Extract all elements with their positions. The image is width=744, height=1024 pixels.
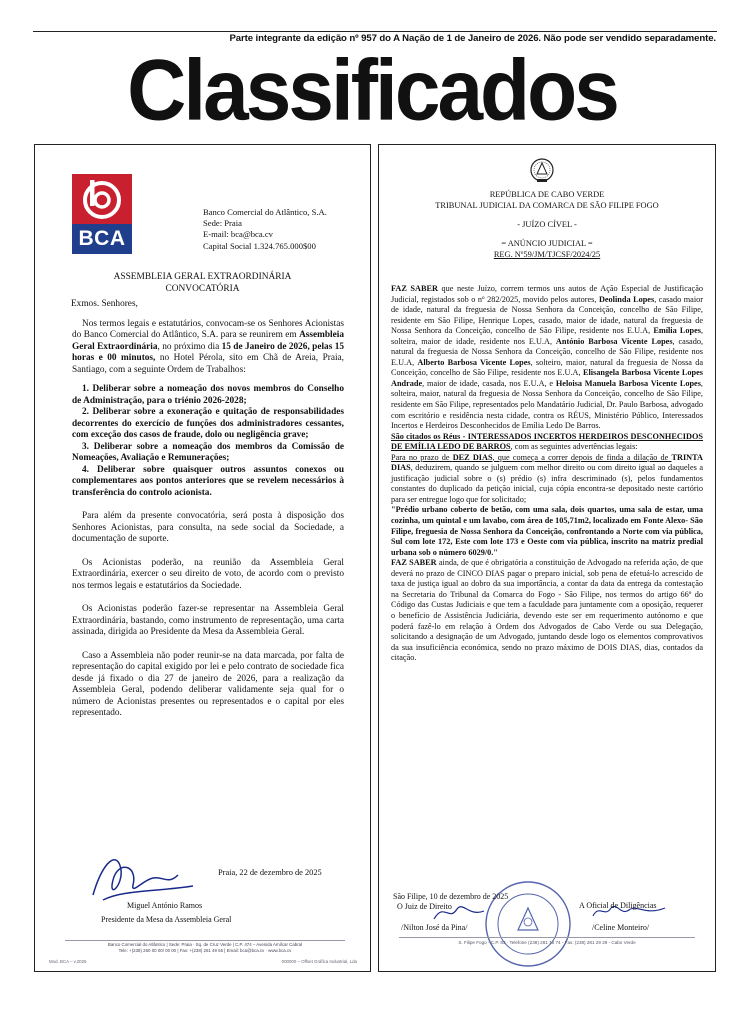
edition-note: Parte integrante da edição nº 957 do A Nação de 1 de Janeiro de 2026. Não pode ser vendido separadamente. <box>229 33 716 44</box>
officer-title: A Oficial de Diligências <box>579 901 657 910</box>
notice-title-line1: ASSEMBLEIA GERAL EXTRAORDINÁRIA <box>113 272 292 282</box>
form-code: Mod. BCA – v.2025 <box>49 959 87 964</box>
intro-text: Nos termos legais e estatutários, convocam-se os Senhores Acionistas do Banco Comercial do Atlântico, S.A. para se reunirem em <box>72 318 344 340</box>
judge-title: O Juiz de Direito <box>397 902 452 911</box>
cabo-verde-emblem-icon <box>529 157 555 185</box>
bold-name: Elisangela Barbosa Vicente Lopes Andrade <box>391 368 703 388</box>
greeting: Exmos. Senhores, <box>71 299 138 309</box>
body-text: , deduzirem, quando se julguem com melhor direito ou com direito igual ao daqueles a justificação judicial sobre o (s) prédio (s) infra descriminado (s), pelos fundamentos constantes do duplicado da petição inicial, cuja cópia encontra-se depositado neste cartório para ser entregue logo que for solicitado; <box>391 463 703 504</box>
intro-bold-meeting: Assembleia Geral Extraordinária <box>72 330 344 352</box>
top-rule <box>33 31 717 32</box>
agenda-item: 4. Deliberar sobre quaisquer outros assuntos conexos ou complementares aos pontos anteriores que se revelem necessários à transferência do controlo acionista. <box>72 464 344 498</box>
intro-paragraph <box>72 319 344 377</box>
bank-capital: Capital Social 1.324.765.000$00 <box>203 240 316 251</box>
underlined-text: , que começa a correr depois de finda a dilação de <box>492 452 672 462</box>
registry-number: REG. Nº59/JM/TJCSF/2024/25 <box>493 250 601 259</box>
notice-title <box>35 272 370 295</box>
agenda-item: 3. Deliberar sobre a nomeação dos membros da Comissão de Nomeações, Avaliação e Remunerações; <box>72 441 344 463</box>
bank-footer <box>65 940 345 954</box>
signature-drawing <box>83 840 203 910</box>
bca-announcement <box>34 144 371 972</box>
court-name: TRIBUNAL JUDICIAL DA COMARCA DE SÃO FILIPE FOGO <box>435 201 659 210</box>
intro-bold-date: 15 de Janeiro de 2026, pelas 15 horas e 00 minutos, <box>72 341 345 363</box>
notice-body <box>72 299 344 728</box>
agenda-item: 1. Deliberar sobre a nomeação dos novos membros do Conselho de Administração, para o triénio 2026-2028; <box>72 384 344 406</box>
signer-role: Presidente da Mesa da Assembleia Geral <box>101 915 232 924</box>
bold-name: Deolinda Lopes <box>598 294 655 304</box>
body-text: , solteira, maior, natural da freguesia de Nossa Senhora da Conceição, concelho de São Filipe, residente em São Filipe, representados pelo Mandatário Judicial, Dr. Paulo Barbosa, advogado com escritório e residência nesta cidade, contra os RÉUS, Ministério Público, Interessados Incertos e Herdeiros Desconhecidos de Emília Ledo De Barros. <box>391 378 703 431</box>
body-paragraph: Caso a Assembleia não poder reunir-se na data marcada, por falta de representação do capital exigido por lei e pelo contrato de sociedade fica desde já fixado o dia 27 de janeiro de 2026, para a realização da Assembleia Geral, podendo deliberar validamente seja qual for o número de Acionistas presentes ou representados e o capital por eles representado. <box>72 650 344 718</box>
bold-name: Alberto Barbosa Vicente Lopes <box>417 357 531 367</box>
judge-name: /Nilton José da Pina/ <box>401 923 468 932</box>
body-text: , solteiro, maior, natural da freguesia de Nossa da Conceição, concelho de São Filipe, residente nos E.U.A, <box>391 357 703 378</box>
bold-text: FAZ SABER <box>391 558 437 568</box>
court-division: - JUÍZO CÍVEL - <box>517 220 577 229</box>
agenda-item: 2. Deliberar sobre a exoneração e quitação de responsabilidades decorrentes do exercício de funções dos administradores cessantes, com exceção dos casos de fraude, dolo ou negligência grave; <box>72 407 344 440</box>
republic-name: REPÚBLICA DE CABO VERDE <box>489 190 605 199</box>
court-header <box>379 189 715 260</box>
bca-logo <box>72 174 132 254</box>
body-text: , solteira, maior de idade, residente nos E.U.A, <box>391 326 704 346</box>
court-body <box>391 284 703 664</box>
citation-paragraph <box>391 432 703 453</box>
body-paragraph: Os Acionistas poderão fazer-se representar na Assembleia Geral Extraordinária, bastando, como instrumento de representação, uma carta assinada, dirigida ao Presidente da Mesa da Assembleia Geral. <box>72 604 344 637</box>
body-paragraph: Para além da presente convocatória, será posta à disposição dos Senhores Acionistas, para consulta, na sede social da Sociedade, a documentação de suporte. <box>72 511 344 544</box>
bank-seat: Sede: Praia <box>203 218 242 229</box>
sign-date: Praia, 22 de dezembro de 2025 <box>218 868 322 877</box>
bold-text: FAZ SABER <box>391 284 438 293</box>
bank-email: E-mail: bca@bca.cv <box>203 229 273 240</box>
announcement-type: = ANÚNCIO JUDICIAL = <box>501 239 593 248</box>
underlined-text: Para no prazo de <box>391 452 453 462</box>
body-text: , com as seguintes advertências legais: <box>510 442 638 452</box>
faz-saber-paragraph-2 <box>391 558 703 663</box>
intro-text: , no próximo dia <box>157 341 222 352</box>
intro-text: no Hotel Pérola, sito em Chã de Areia, Praia, Santiago, com a seguinte Ordem de Trabalhos: <box>72 353 345 375</box>
body-text: ainda, de que é obrigatória a constituição de Advogado na referida ação, de que deverá no prazo de CINCO DIAS pagar o preparo inicial, sob pena de efetuá-lo acrescido de taxa de justiça igual ao dobro da sua importância, a contar da data da entrega da contestação na Secretaria do Tribunal da Comarca do Fogo - São Filipe, nos termos do artigo 66º do Código das Custas Judiciais e que tem a faculdade para juntamente com a oposição, requerer o benefício de Assistência Judiciária, devendo este ser em requerimento autónomo e que poderá fazê-lo em relação à Ordem dos Advogados de Cabo Verde ou sua Delegação, solicitando a designação de um Advogado, juntando desde logo os elementos comprovativos da sua insuficiência económica, sendo no prazo máximo de DOIS DIAS, dias, contados da citação. <box>391 558 703 663</box>
printer-code: 000000 – Offset Gráfica Industrial, Lda <box>281 959 357 964</box>
property-description: "Prédio urbano coberto de betão, com uma sala, dois quartos, uma sala de estar, uma cozinha, um quintal e um lavabo, com área de 105,71m2, localizado em Fonte Alexo- São Filipe, freguesia de Nossa Senhora da Conceição, confrontando a Norte com via pública, Sul com lote 172, Este com lote 173 e Oeste com via pública, inscrito na matriz predial urbana sob o número 6029/0." <box>391 505 703 557</box>
bca-logo-mark <box>72 174 132 224</box>
body-text: , casado maior de idade, natural da freguesia de Nossa Senhora da Conceição, concelho de São Filipe, residente em São Filipe, Henrique Lopes, casado, maior de idade, natural da freguesia de Nossa Senhora da Conceição, concelho de São Filipe, residente nos E.U.A, <box>391 294 703 336</box>
signer-name: Miguel António Ramos <box>127 901 203 910</box>
masthead-title: Classificados <box>127 42 617 139</box>
officer-name: /Celine Monteiro/ <box>592 923 650 932</box>
deadline-paragraph <box>391 453 703 506</box>
bold-name: Emília Lopes <box>653 326 701 336</box>
body-text: , maior de idade, casada, nos E.U.A, e <box>422 378 556 388</box>
bank-footer-meta <box>49 959 357 964</box>
faz-saber-paragraph <box>391 284 703 432</box>
citation-bold: São citados os Réus - INTERESSADOS INCERTOS HERDEIROS DESCONHECIDOS DE EMÍLIA LEDO DE BARROS <box>391 431 703 452</box>
court-footer: S. Filipe Fogo - C.P. 83 · Telefone (238) 281 16 74 - Fax: (238) 281 29 29 - Cabo Verde <box>399 937 695 945</box>
bank-info <box>203 207 327 252</box>
bank-name: Banco Comercial do Atlântico, S.A. <box>203 207 327 217</box>
bank-footer-line1: Banco Comercial do Atlântico | Sede: Praia · Sq. de Cruz Verde | C.P. 474 – Avenida Amílcar Cabral <box>107 942 303 947</box>
bold-name: António Barbosa Vicente Lopes <box>555 336 673 346</box>
bold-name: Heloisa Manuela Barbosa Vicente Lopes <box>555 378 701 388</box>
bank-footer-line2: Tele: +(238) 260 00 00/ 00 00 | Fax: +(238) 261 49 55 | Email: bca@bca.cv · www.bca.cv <box>118 948 292 953</box>
notice-title-line2: CONVOCATÓRIA <box>165 283 240 294</box>
body-text: que neste Juízo, correm termos uns autos de Ação Especial de Justificação Judicial, registados sob o nº 282/2025, movido pelos autores, <box>391 284 703 304</box>
court-announcement <box>378 144 716 972</box>
body-text: , casado, natural da freguesia de Nossa Senhora da Conceição, concelho de São Filipe, residente nos E.U.A, <box>391 336 704 367</box>
sign-place-date: São Filipe, 10 de dezembro de 2025 <box>393 892 509 901</box>
body-paragraph: Os Acionistas poderão, na reunião da Assembleia Geral Extraordinária, exercer o seu direito de voto, de acordo com o previsto nos termos legais e estatutários da Sociedade. <box>72 557 344 591</box>
deadline-bold: DEZ DIAS <box>452 452 493 462</box>
bca-logo-text: BCA <box>78 227 126 250</box>
deadline-bold: TRINTA DIAS <box>391 452 703 473</box>
